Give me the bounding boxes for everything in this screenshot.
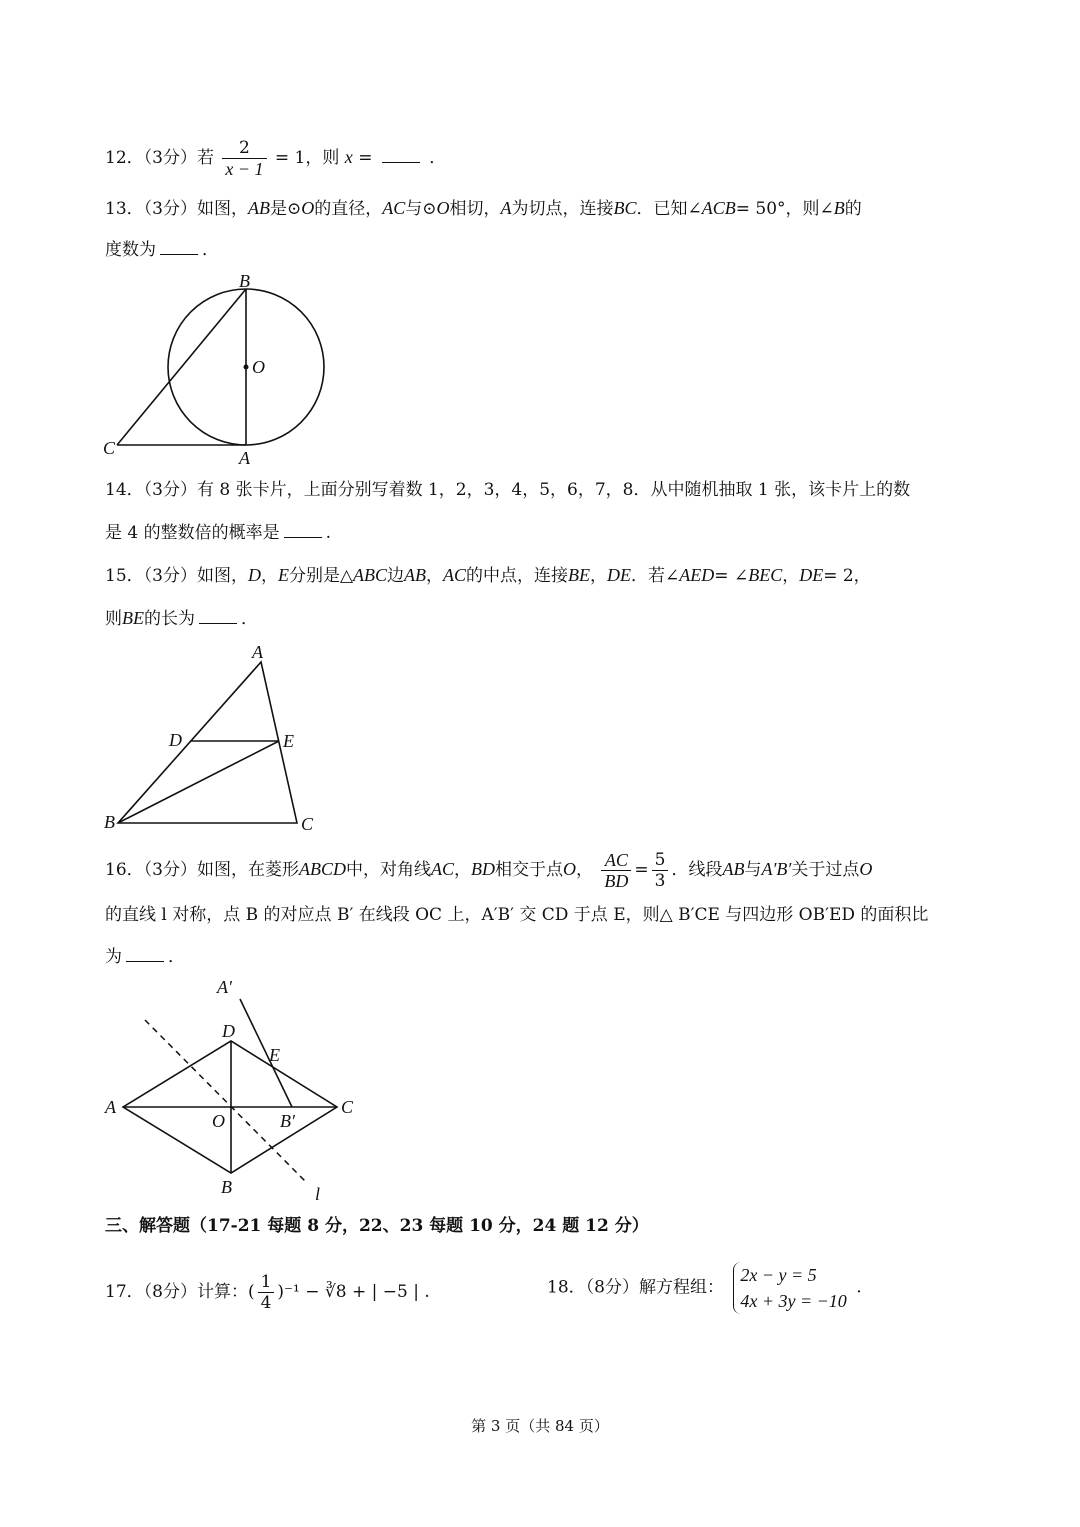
q16-apbp: A′B′ xyxy=(761,859,792,879)
q16-t2: ， xyxy=(453,860,471,880)
q15-t3: 边 xyxy=(387,566,405,586)
q15-t6: ， xyxy=(590,566,608,586)
q13-center-dot xyxy=(244,365,249,370)
q16-ac: AC xyxy=(430,859,454,879)
q16-t3: 相交于点 xyxy=(494,860,563,880)
q16-frac-den: BD xyxy=(604,871,629,891)
q15-end: ． xyxy=(241,609,258,629)
q13-bc: BC xyxy=(613,198,637,218)
q13-ac: AC xyxy=(382,198,406,218)
q15-ac: AC xyxy=(443,565,467,585)
q15-t10: = 2， xyxy=(823,566,871,586)
q15-t2: 分别是△ xyxy=(288,566,354,586)
q13-end: ． xyxy=(202,240,219,260)
q17-label: 17．（8分）计算： xyxy=(105,1282,248,1302)
q15-line2b: 的长为 xyxy=(144,609,195,629)
q16-line3: 为 xyxy=(105,947,122,967)
q13-ab: AB xyxy=(247,198,270,218)
q16-label-ap: A′ xyxy=(217,977,232,997)
q16-label-d: D xyxy=(222,1021,235,1041)
q12-end: ． xyxy=(429,148,447,168)
q16-t4: ， xyxy=(575,860,593,880)
q18-eq2: 4x + 3y = −10 xyxy=(740,1291,847,1311)
q15-aed: AED xyxy=(679,565,715,585)
q16-line2: 的直线 l 对称，点 B 的对应点 B′ 在线段 OC 上，A′B′ 交 CD 于点 E，则△ B′CE 与四边形 OB′ED 的面积比 xyxy=(105,905,929,925)
q16-ab: AB xyxy=(722,859,745,879)
question-16-line2 xyxy=(105,903,928,927)
q15-t7: ．若∠ xyxy=(631,566,680,586)
q16-label-a: A xyxy=(105,1097,116,1117)
q15-de: DE xyxy=(607,565,632,585)
question-14-line1 xyxy=(105,478,910,502)
q15-blank xyxy=(199,609,237,624)
section-3-title xyxy=(105,1214,649,1238)
question-16-line1 xyxy=(105,850,872,891)
q15-label-a: A xyxy=(252,642,263,662)
q12-frac-den: x − 1 xyxy=(225,159,264,179)
q15-label-e: E xyxy=(283,731,294,751)
q16-prefix: 16．（3分）如图，在菱形 xyxy=(105,860,299,880)
q17-expr-b: )⁻¹ − ∛8 + | −5 | . xyxy=(277,1282,430,1302)
q16-t1: 中，对角线 xyxy=(345,860,431,880)
q13-acb: ACB xyxy=(701,198,736,218)
q13-label-b: B xyxy=(239,271,250,291)
q16-t5: ．线段 xyxy=(671,860,723,880)
q13-a: A xyxy=(500,198,512,218)
q15-be: BE xyxy=(568,565,591,585)
q12-prefix: 12．（3分）若 xyxy=(105,148,214,168)
q15-figure xyxy=(95,640,335,840)
q15-bec: BEC xyxy=(748,565,783,585)
q15-abc: ABC xyxy=(353,565,388,585)
q15-triangle-abc xyxy=(118,662,297,823)
question-14-line2 xyxy=(105,521,331,545)
q13-label-a: A xyxy=(239,448,250,468)
q15-prefix: 15．（3分）如图， xyxy=(105,566,248,586)
question-15-line2 xyxy=(105,606,258,631)
question-13-line1 xyxy=(105,196,862,221)
q18-label: 18．（8分）解方程组： xyxy=(547,1277,724,1298)
q15-e: E xyxy=(277,565,289,585)
q16-eq: = xyxy=(634,860,649,880)
q16-o2: O xyxy=(859,859,873,879)
q16-bd: BD xyxy=(470,859,495,879)
q16-label-e: E xyxy=(269,1045,280,1065)
q13-t8: 的 xyxy=(844,199,862,219)
q16-abcd: ABCD xyxy=(298,859,346,879)
q16-label-l: l xyxy=(315,1184,321,1204)
q18-eq1: 2x − y = 5 xyxy=(740,1265,817,1285)
q12-eq2: = xyxy=(358,148,373,168)
q16-t7: 关于过点 xyxy=(791,860,860,880)
q12-fraction xyxy=(222,138,266,179)
q13-t6: ．已知∠ xyxy=(636,199,702,219)
q15-ab: AB xyxy=(404,565,427,585)
q13-line2: 度数为 xyxy=(105,240,156,260)
q17-frac-den: 4 xyxy=(260,1293,272,1313)
question-16-line3 xyxy=(105,945,185,969)
q13-t4: 相切， xyxy=(449,199,501,219)
q16-frac2-num: 5 xyxy=(652,850,669,871)
q17-frac-num: 1 xyxy=(258,1272,275,1293)
q16-label-o: O xyxy=(212,1111,225,1131)
q16-end: ． xyxy=(168,947,185,967)
q16-frac2-den: 3 xyxy=(654,871,666,891)
q15-t1: ， xyxy=(260,566,278,586)
q15-be2: BE xyxy=(122,608,144,628)
question-18 xyxy=(547,1262,862,1314)
page-footer xyxy=(0,1414,1080,1438)
q14-line2: 是 4 的整数倍的概率是 xyxy=(105,523,280,543)
q13-o: O xyxy=(301,198,315,218)
q16-t6: 与 xyxy=(744,860,762,880)
question-12 xyxy=(105,138,446,179)
q15-line2a: 则 xyxy=(105,609,122,629)
q16-figure xyxy=(95,975,375,1205)
q13-t5: 为切点，连接 xyxy=(511,199,614,219)
q13-t2: 的直径， xyxy=(314,199,383,219)
q12-blank xyxy=(382,148,420,163)
q13-label-c: C xyxy=(103,438,116,458)
q16-fraction-value xyxy=(652,850,669,891)
q14-line1: 14．（3分）有 8 张卡片，上面分别写着数 1，2，3，4，5，6，7，8．从中随机抽取 1 张，该卡片上的数 xyxy=(105,480,911,500)
q14-blank xyxy=(284,523,322,538)
q13-blank xyxy=(160,240,198,255)
q15-label-c: C xyxy=(301,814,314,834)
section-3-text: 三、解答题（17-21 每题 8 分，22、23 每题 10 分，24 题 12 分） xyxy=(105,1216,649,1236)
q15-de2: DE xyxy=(799,565,824,585)
q16-label-c: C xyxy=(341,1097,354,1117)
q14-end: . xyxy=(325,523,332,543)
q12-frac-num: 2 xyxy=(222,138,266,159)
q13-t3: 与⊙ xyxy=(405,199,437,219)
q15-t5: 的中点，连接 xyxy=(466,566,569,586)
q16-label-b: B xyxy=(221,1177,232,1197)
q12-var: x xyxy=(344,147,353,167)
q18-end: . xyxy=(856,1277,862,1298)
q13-t1: 是⊙ xyxy=(269,199,302,219)
q13-o2: O xyxy=(436,198,450,218)
q17-fraction xyxy=(258,1272,275,1313)
q16-blank xyxy=(126,947,164,962)
q13-line-cb xyxy=(117,289,246,445)
q13-t7: = 50°，则∠ xyxy=(735,199,834,219)
q16-o: O xyxy=(562,859,576,879)
q12-eq: = 1，则 xyxy=(274,148,340,168)
q13-prefix: 13．（3分）如图， xyxy=(105,199,248,219)
q13-figure xyxy=(95,268,345,468)
q16-label-bp: B′ xyxy=(280,1111,295,1131)
question-15-line1 xyxy=(105,563,871,588)
q16-segment-apbp xyxy=(240,999,292,1107)
q15-segment-be xyxy=(118,741,279,823)
q15-t8: = ∠ xyxy=(714,566,749,586)
q17-expr-a: ( xyxy=(247,1282,255,1302)
question-13-line2 xyxy=(105,238,219,262)
q15-d: D xyxy=(247,565,261,585)
q15-label-b: B xyxy=(104,812,115,832)
q15-t4: ， xyxy=(426,566,444,586)
q15-label-d: D xyxy=(169,730,182,750)
q13-b: B xyxy=(833,198,845,218)
q13-label-o: O xyxy=(252,357,265,377)
q16-fraction-ratio xyxy=(601,850,631,891)
q15-t9: ， xyxy=(782,566,800,586)
question-17 xyxy=(105,1272,430,1313)
q18-equation-system xyxy=(733,1262,846,1314)
q16-frac-num: AC xyxy=(601,850,631,871)
page-number: 第 3 页（共 84 页） xyxy=(471,1417,609,1435)
